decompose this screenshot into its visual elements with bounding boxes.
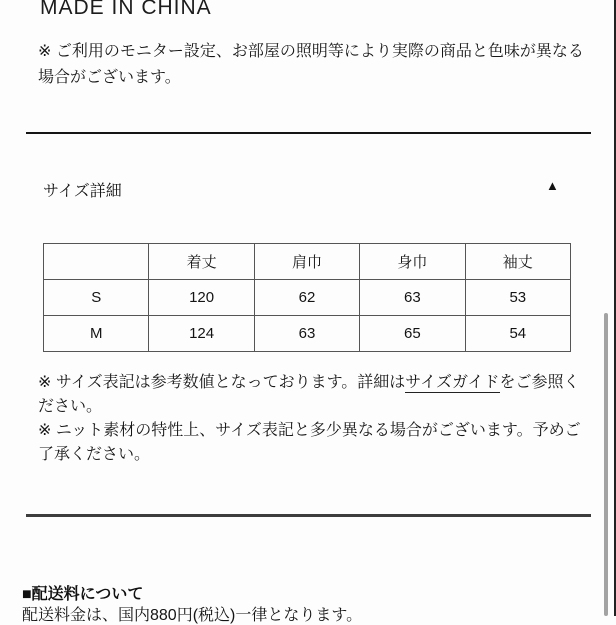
size-value-cell: 53 bbox=[465, 280, 570, 316]
size-detail-accordion-header[interactable] bbox=[0, 172, 616, 202]
section-divider-bottom bbox=[26, 514, 591, 517]
size-table-header-body-width: 身巾 bbox=[360, 244, 465, 280]
size-detail-title: サイズ詳細 bbox=[43, 183, 122, 200]
size-label-cell: S bbox=[44, 280, 149, 316]
size-label-cell: M bbox=[44, 316, 149, 352]
size-table bbox=[43, 243, 571, 352]
section-divider-top bbox=[26, 132, 591, 134]
size-table-header-sleeve: 袖丈 bbox=[465, 244, 570, 280]
shipping-fee-text: 配送料金は、国内880円(税込)一律となります。 bbox=[22, 607, 363, 624]
table-row-size-s bbox=[44, 280, 571, 316]
size-value-cell: 63 bbox=[254, 316, 359, 352]
size-table-header-length: 着丈 bbox=[149, 244, 254, 280]
size-notes bbox=[38, 371, 590, 467]
size-note-1-prefix: ※ サイズ表記は参考数値となっております。詳細は bbox=[38, 374, 406, 391]
size-table-header-empty bbox=[44, 244, 149, 280]
collapse-triangle-icon[interactable]: ▲ bbox=[546, 178, 559, 193]
size-value-cell: 63 bbox=[360, 280, 465, 316]
size-value-cell: 54 bbox=[465, 316, 570, 352]
made-in-label: MADE IN CHINA bbox=[40, 0, 212, 19]
size-note-2: ※ ニット素材の特性上、サイズ表記と多少異なる場合がございます。予めご了承ください。 bbox=[38, 422, 581, 463]
size-value-cell: 124 bbox=[149, 316, 254, 352]
size-table-header-shoulder: 肩巾 bbox=[254, 244, 359, 280]
size-value-cell: 120 bbox=[149, 280, 254, 316]
scrollbar-thumb[interactable] bbox=[604, 313, 608, 616]
table-row-size-m bbox=[44, 316, 571, 352]
shipping-section-heading: ■配送料について bbox=[22, 586, 144, 603]
size-table-header-row bbox=[44, 244, 571, 280]
size-value-cell: 62 bbox=[254, 280, 359, 316]
size-note-1-suffix: をご参照ください。 bbox=[38, 374, 580, 415]
size-guide-link[interactable]: サイズガイド bbox=[405, 374, 500, 391]
monitor-color-disclaimer: ※ ご利用のモニター設定、お部屋の照明等により実際の商品と色味が異なる場合がございます。 bbox=[38, 43, 584, 86]
size-value-cell: 65 bbox=[360, 316, 465, 352]
